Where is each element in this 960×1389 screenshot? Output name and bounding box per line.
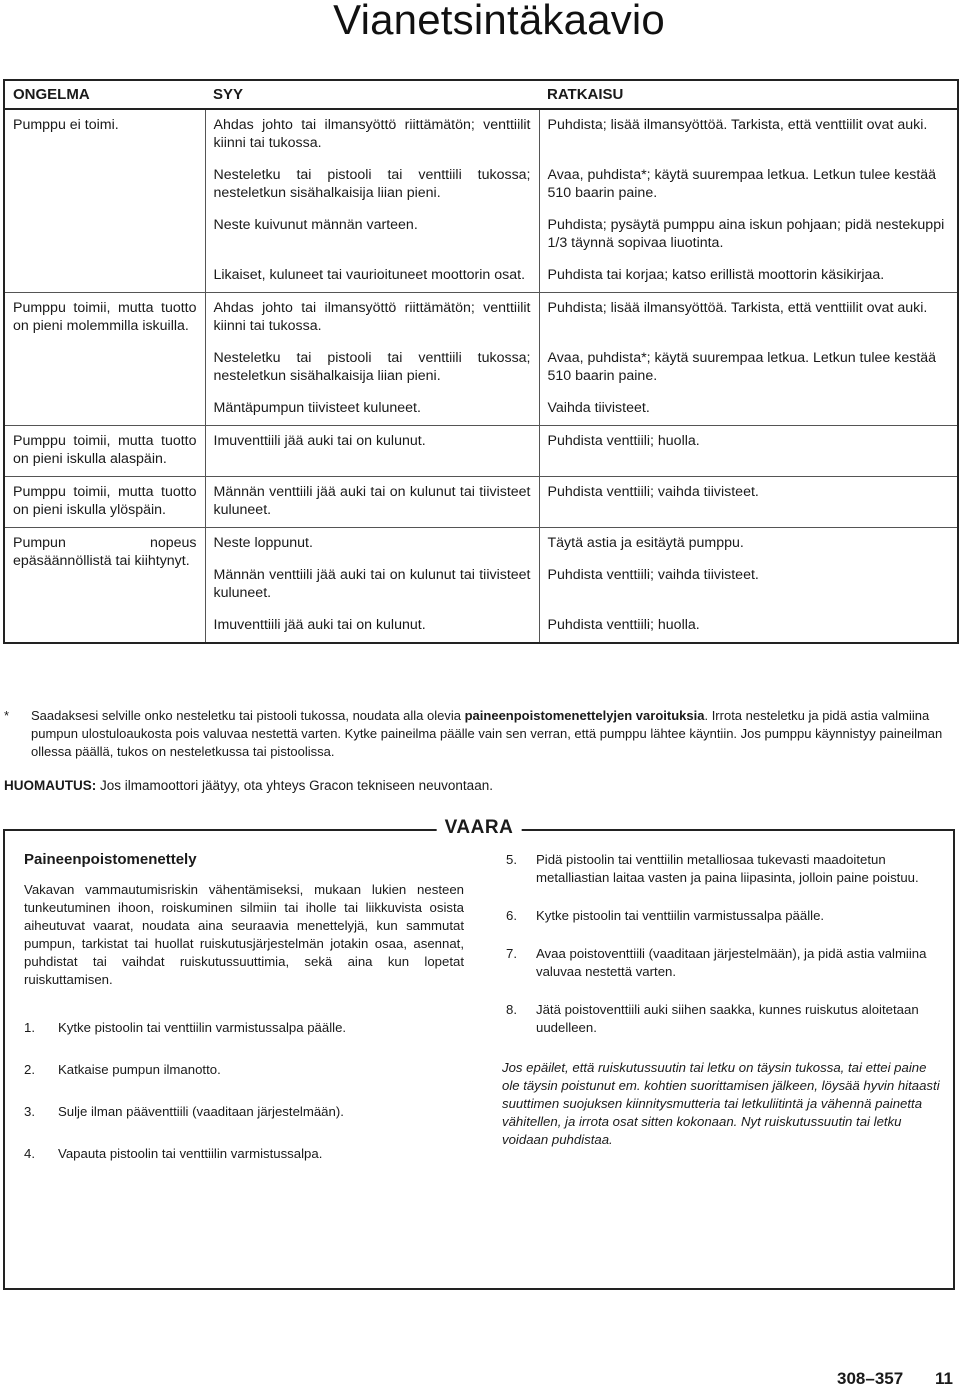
solution-cell [539,610,958,643]
step-item [24,1145,464,1163]
problem-text: Pumppu toimii, mutta tuotto on pieni iskulla alaspäin. [13,433,197,467]
warning-box [3,817,955,1290]
footnote-text-before: Saadaksesi selville onko nesteletku tai pistooli tukossa, noudata alla olevia [31,708,465,723]
solution-text: Puhdista venttiili; huolla. [547,617,700,633]
solution-text: Avaa, puhdista*; käytä suurempaa letkua. Letkun tulee kestää 510 baarin paine. [547,350,937,384]
step-item [502,907,942,925]
step-number: 4. [24,1146,35,1161]
step-text: Kytke pistoolin tai venttiilin varmistussalpa päälle. [536,908,825,923]
step-item [502,1001,942,1037]
footnote [4,707,944,761]
cause-text: Neste loppunut. [213,535,313,551]
warning-intro: Vakavan vammautumisriskin vähentämiseksi, mukaan lukien nesteen tunkeutuminen ihoon, roiskuminen silmiin tai iholle tai liikkuvista osista aiheutuvat vaarat, noudata aina seuraavia menettelyjä, kun sammutat pumpun, tarkistat tai huollat ruiskutusjärjestelmän jotakin osaa, asennat, puhdistat tai vaihdat ruiskutussuuttimia, sekä aina kun lopetat ruiskuttamisen. [24,882,464,987]
cause-text: Neste kuivunut männän varteen. [213,217,418,233]
cause-text: Nesteletku tai pistooli tai venttiili tukossa; nesteletkun sisähalkaisija liian pieni. [213,167,531,201]
solution-cell [539,293,958,344]
solution-text: Puhdista venttiili; huolla. [547,433,700,449]
step-text: Avaa poistoventtiili (vaaditaan järjestelmään), ja pidä astia valmiina valuvaa nestettä varten. [536,946,927,979]
solution-text: Vaihda tiivisteet. [547,400,650,416]
cause-cell [205,426,539,477]
step-item [24,1061,464,1079]
problem-text: Pumppu ei toimi. [13,117,119,133]
solution-cell [539,210,958,260]
solution-cell [539,560,958,610]
cause-cell [205,560,539,610]
step-number: 2. [24,1062,35,1077]
solution-cell [539,477,958,528]
step-item [502,945,942,981]
problem-text: Pumppu toimii, mutta tuotto on pieni iskulla ylöspäin. [13,484,197,518]
cause-text: Likaiset, kuluneet tai vaurioituneet moottorin osat. [213,267,526,283]
solution-cell [539,426,958,477]
warning-right-column [502,851,942,1149]
solution-cell [539,528,958,561]
problem-cell [4,109,205,293]
solution-cell [539,109,958,160]
cause-cell [205,528,539,561]
step-item [502,851,942,887]
cause-cell [205,293,539,344]
note-label: HUOMAUTUS: [4,778,97,793]
cause-cell [205,610,539,643]
solution-text: Puhdista; lisää ilmansyöttöä. Tarkista, että venttiilit ovat auki. [547,300,928,316]
problem-text: Pumpun nopeus epäsäännöllistä tai kiihtynyt. [13,535,197,569]
step-text: Katkaise pumpun ilmanotto. [58,1062,221,1077]
note [4,777,493,795]
solution-text: Puhdista venttiili; vaihda tiivisteet. [547,567,759,583]
table-row [4,477,958,528]
cause-cell [205,109,539,160]
solution-text: Puhdista venttiili; vaihda tiivisteet. [547,484,759,500]
cause-cell [205,260,539,293]
step-item [24,1103,464,1121]
solution-cell [539,393,958,426]
cause-text: Nesteletku tai pistooli tai venttiili tukossa; nesteletkun sisähalkaisija liian pieni. [213,350,531,384]
problem-cell [4,426,205,477]
troubleshooting-table [3,79,959,644]
step-text: Vapauta pistoolin tai venttiilin varmistussalpa. [58,1146,323,1161]
cause-text: Mäntäpumpun tiivisteet kuluneet. [213,400,421,416]
step-number: 8. [506,1002,517,1017]
cause-text: Ahdas johto tai ilmansyöttö riittämätön; venttiilit kiinni tai tukossa. [213,300,531,334]
cause-text: Imuventtiili jää auki tai on kulunut. [213,617,426,633]
step-number: 1. [24,1020,35,1035]
step-text: Jätä poistoventtiili auki siihen saakka, kunnes ruiskutus aloitetaan uudelleen. [536,1002,919,1035]
cause-cell [205,477,539,528]
solution-text: Puhdista; lisää ilmansyöttöä. Tarkista, että venttiilit ovat auki. [547,117,928,133]
table-row [4,293,958,344]
step-text: Pidä pistoolin tai venttiilin metalliosaa tukevasti maadoitetun metalliastian laitaa vasten ja paina liipasinta, jolloin paine poistuu. [536,852,919,885]
note-text: Jos ilmamoottori jäätyy, ota yhteys Gracon tekniseen neuvontaan. [96,778,493,793]
warning-left-column [24,851,464,1163]
solution-cell [539,343,958,393]
step-text: Sulje ilman pääventtiili (vaaditaan järjestelmään). [58,1104,344,1119]
solution-text: Puhdista tai korjaa; katso erillistä moottorin käsikirjaa. [547,267,885,283]
warning-heading: Paineenpoistomenettely [24,851,197,868]
cause-text: Männän venttiili jää auki tai on kulunut tai tiivisteet kuluneet. [213,484,531,518]
footnote-star: * [4,708,10,723]
warning-italic-note: Jos epäilet, että ruiskutussuutin tai letku on täysin tukossa, tai ettei paine ole täysin poistunut em. kohtien suorittamisen jälkeen, löysää hyvin hitaasti suuttimen suojuksen kiinnitysmutteria tai letkuliitintä ja vähennä painetta vähitellen, ja irrota osat sitten kokonaan. Nyt ruiskutussuutin tai letku voidaan puhdistaa. [502,1060,940,1147]
table-header-row [4,80,958,109]
page-title: Vianetsintäkaavio [333,0,665,43]
step-item [24,1019,464,1037]
cause-cell [205,160,539,210]
cause-text: Imuventtiili jää auki tai on kulunut. [213,433,426,449]
table-row [4,426,958,477]
header-problem: ONGELMA [4,80,205,109]
header-cause: SYY [205,80,539,109]
solution-cell [539,160,958,210]
table-row [4,528,958,561]
step-number: 7. [506,946,517,961]
step-number: 3. [24,1104,35,1119]
solution-text: Avaa, puhdista*; käytä suurempaa letkua. Letkun tulee kestää 510 baarin paine. [547,167,937,201]
cause-cell [205,343,539,393]
warning-label: VAARA [437,817,522,839]
footnote-bold-text: paineenpoistomenettelyjen varoituksia [464,708,705,723]
table-row [4,109,958,160]
footer-page-number: 11 [935,1369,953,1388]
header-solution: RATKAISU [539,80,958,109]
cause-text: Männän venttiili jää auki tai on kulunut tai tiivisteet kuluneet. [213,567,531,601]
problem-cell [4,477,205,528]
solution-cell [539,260,958,293]
footnote-text [31,707,944,761]
problem-cell [4,293,205,426]
footnote-text-after: . Irrota nesteletku ja pidä astia valmiina pumpun ulostuloaukosta pois valuvaa nestettä varten. Kytke paineilma päälle vain sen verran, että pumppu lähtee käyntiin. Jos pumppu käynnistyy paineilman ollessa päällä, tukos on nesteletkussa tai pistoolissa. [31,708,943,759]
solution-text: Täytä astia ja esitäytä pumppu. [547,535,744,551]
cause-text: Ahdas johto tai ilmansyöttö riittämätön; venttiilit kiinni tai tukossa. [213,117,531,151]
step-number: 5. [506,852,517,867]
cause-cell [205,210,539,260]
problem-cell [4,528,205,644]
cause-cell [205,393,539,426]
solution-text: Puhdista; pysäytä pumppu aina iskun pohjaan; pidä nestekuppi 1/3 täynnä sopivaa liuotinta. [547,217,945,251]
step-text: Kytke pistoolin tai venttiilin varmistussalpa päälle. [58,1020,347,1035]
problem-text: Pumppu toimii, mutta tuotto on pieni molemmilla iskuilla. [13,300,197,334]
footer-doc-id: 308–357 [837,1369,904,1388]
step-number: 6. [506,908,517,923]
